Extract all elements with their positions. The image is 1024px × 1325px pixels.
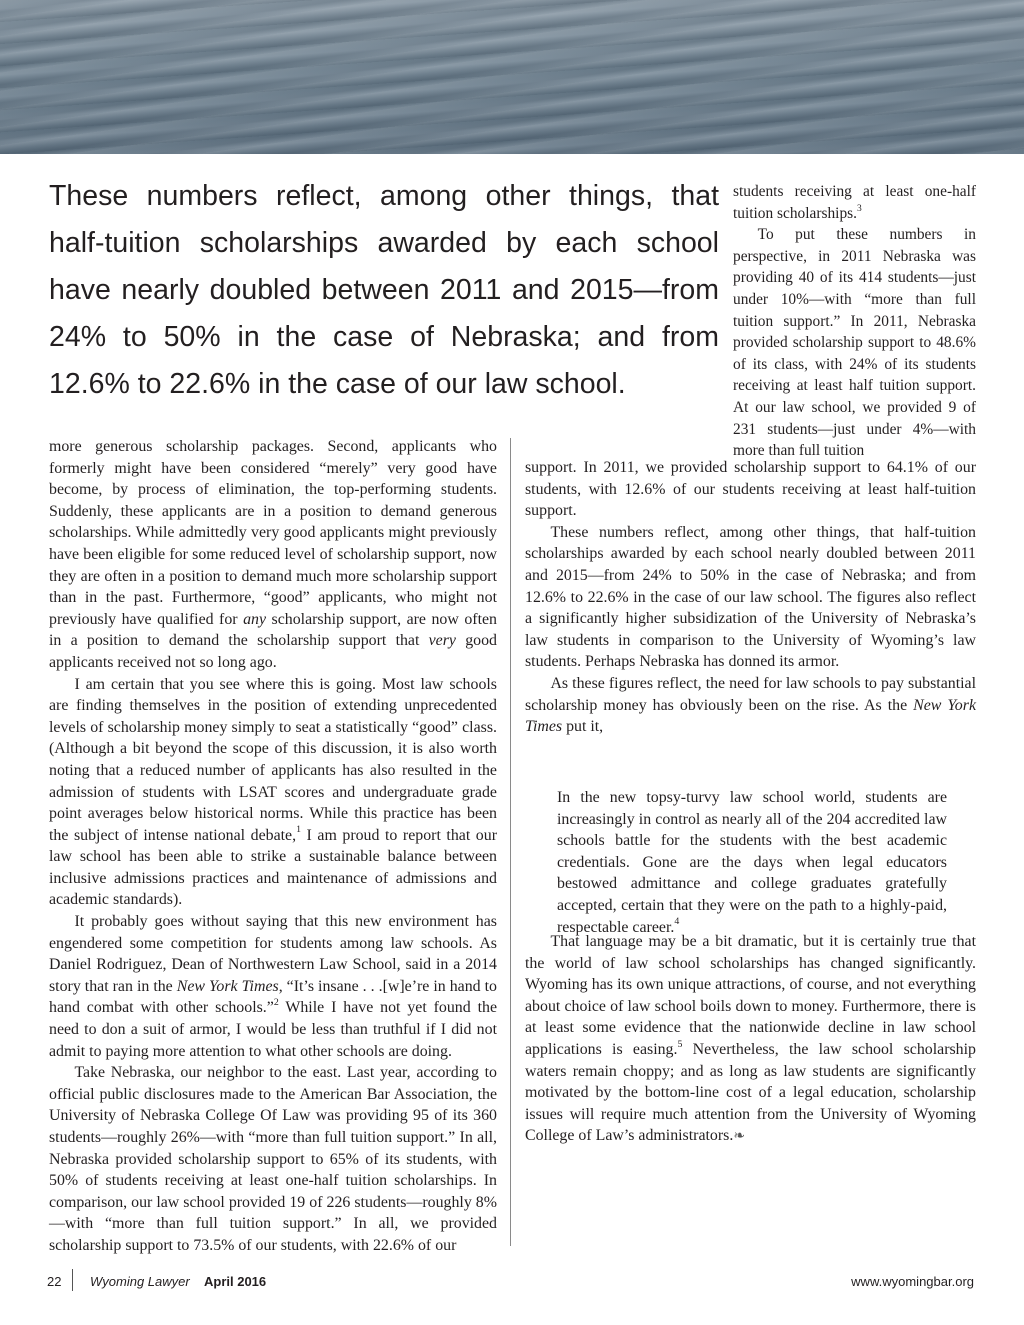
paragraph: It probably goes without saying that this new environment has engendered some competition for students among law schools. As Daniel Rodriguez, Dean of Northwestern Law School, said in a 2014 story that ran in the New York Times, “It’s insane . . .[w]e’re in hand to hand combat with other schools.”$^2$ While I have not yet found the need to don a suit of armor, I would be less than truthful if I did not admit to paying more attention to what other schools are doing. xyxy=(49,913,498,1060)
footnote-ref: 5 xyxy=(677,1038,683,1050)
footnote-ref: 3 xyxy=(856,202,862,214)
paragraph: Take Nebraska, our neighbor to the east. Last year, according to official public disclosures made to the American Bar Association, the University of Nebraska College Of Law was providing 95 of its 360 students—roughly 26%—with “more than full tuition support.” In all, Nebraska provided scholarship support to 65% of its students, with 50% of students receiving at least one-half tuition scholarships. In comparison, our law school provided 19 of 226 students—roughly 8%—with “more than full tuition support.” In all, we provided scholarship support to 73.5% of our students, with 22.6% of our xyxy=(49,1064,497,1254)
water-banner-image xyxy=(0,0,1024,154)
end-of-article-icon: ❧ xyxy=(733,1129,746,1145)
page-number: 22 xyxy=(47,1274,62,1289)
pull-quote: These numbers reflect, among other things, that half-tuition scholarships awarded by each school have nearly doubled between 2011 and 2015—from 24% to 50% in the case of Nebraska; and from 12.6% to 22.6% in the case of our law school. xyxy=(49,180,719,400)
footer-divider xyxy=(72,1269,73,1291)
left-column xyxy=(49,436,497,1257)
paragraph: support. In 2011, we provided scholarship support to 64.1% of our students, with 12.6% of our students receiving at least half-tuition support. xyxy=(525,459,976,520)
paragraph: These numbers reflect, among other things, that half-tuition scholarships awarded by each school nearly doubled between 2011 and 2015—from 24% to 50% in the case of Nebraska; and from 12.6% to 22.6% in the case of our law school. The figures also reflect a significantly higher subsidization of the University of Nebraska’s law students in comparison to the University of Wyoming’s law students. Perhaps Nebraska has donned its armor. xyxy=(525,523,976,671)
right-column xyxy=(525,457,976,738)
right-column-continued xyxy=(525,931,976,1148)
website-url[interactable]: www.wyomingbar.org xyxy=(851,1274,974,1289)
footnote-ref: 2 xyxy=(273,997,279,1009)
footnote-ref: 1 xyxy=(296,824,301,836)
block-quote: In the new topsy-turvy law school world, students are increasingly in control as nearly all of the 204 accredited law schools battle for the students with the best academic credentials. Gone are the days when legal educators bestowed admittance and college graduates gratefully accepted, certain that they were on the path to a highly-paid, respectable career.$^4$ xyxy=(557,789,947,936)
paragraph: That language may be a bit dramatic, but it is certainly true that the world of law school scholarships has changed significantly. Wyoming has its own unique attractions, of course, and not everything about choice of law school boils down to money. Furthermore, there is at least some evidence that the nationwide decline in law school applications is easing.$^5$ Nevertheless, the law school scholarship waters remain choppy; and as long as law students are significantly motivated by the bottom-line cost of a legal education, scholarship issues will require much attention from the University of Wyoming College of Law’s administrators.❧ xyxy=(525,933,976,1145)
paragraph: As these figures reflect, the need for law schools to pay substantial scholarship money has obviously been on the rise. As the New York Times put it, xyxy=(525,674,976,736)
issue-date: April 2016 xyxy=(204,1274,267,1289)
paragraph: To put these numbers in perspective, in 2011 Nebraska was providing 40 of its 414 students—just under 10%—with “more than full tuition support.” In 2011, Nebraska provided scholarship support to 48.6% of its class, with 24% of its students receiving at least half tuition support. At our law school, we provided 9 of 231 students—just under 4%—with more than full tuition xyxy=(733,226,976,460)
paragraph: more generous scholarship packages. Second, applicants who formerly might have been considered “merely” very good have become, by process of elimination, the top-performing students. Suddenly, these applicants are in a position to demand generous scholarships. While admittedly very good applicants might previously have been eligible for some reduced level of scholarship support, now they are often in a position to demand much more scholarship support than in the past. Furthermore, “good” applicants, who might not previously have qualified for any scholarship support, are now often in a position to demand the scholarship support that very good applicants received not so long ago. xyxy=(49,438,497,671)
paragraph: students receiving at least one-half tuition scholarships.$^3$ xyxy=(733,183,976,222)
page-footer xyxy=(0,1272,1024,1292)
footnote-ref: 4 xyxy=(674,916,680,928)
column-divider xyxy=(510,438,511,1246)
publication-name: Wyoming Lawyer xyxy=(90,1274,190,1289)
right-top-column xyxy=(733,181,976,462)
paragraph: I am certain that you see where this is going. Most law schools are finding themselves in the position of extending unprecedented levels of scholarship money simply to seat a statistically “good” class. (Although a bit beyond the scope of this discussion, it is also worth noting that a reduced number of applicants has also resulted in the admission of students with LSAT scores and undergraduate grade point averages below historical norms. While this practice has been the subject of intense national debate,$^1$ I am proud to report that our law school has been able to strike a sustainable balance between inclusive admissions practices and maintenance of admissions and academic standards). xyxy=(49,675,497,909)
